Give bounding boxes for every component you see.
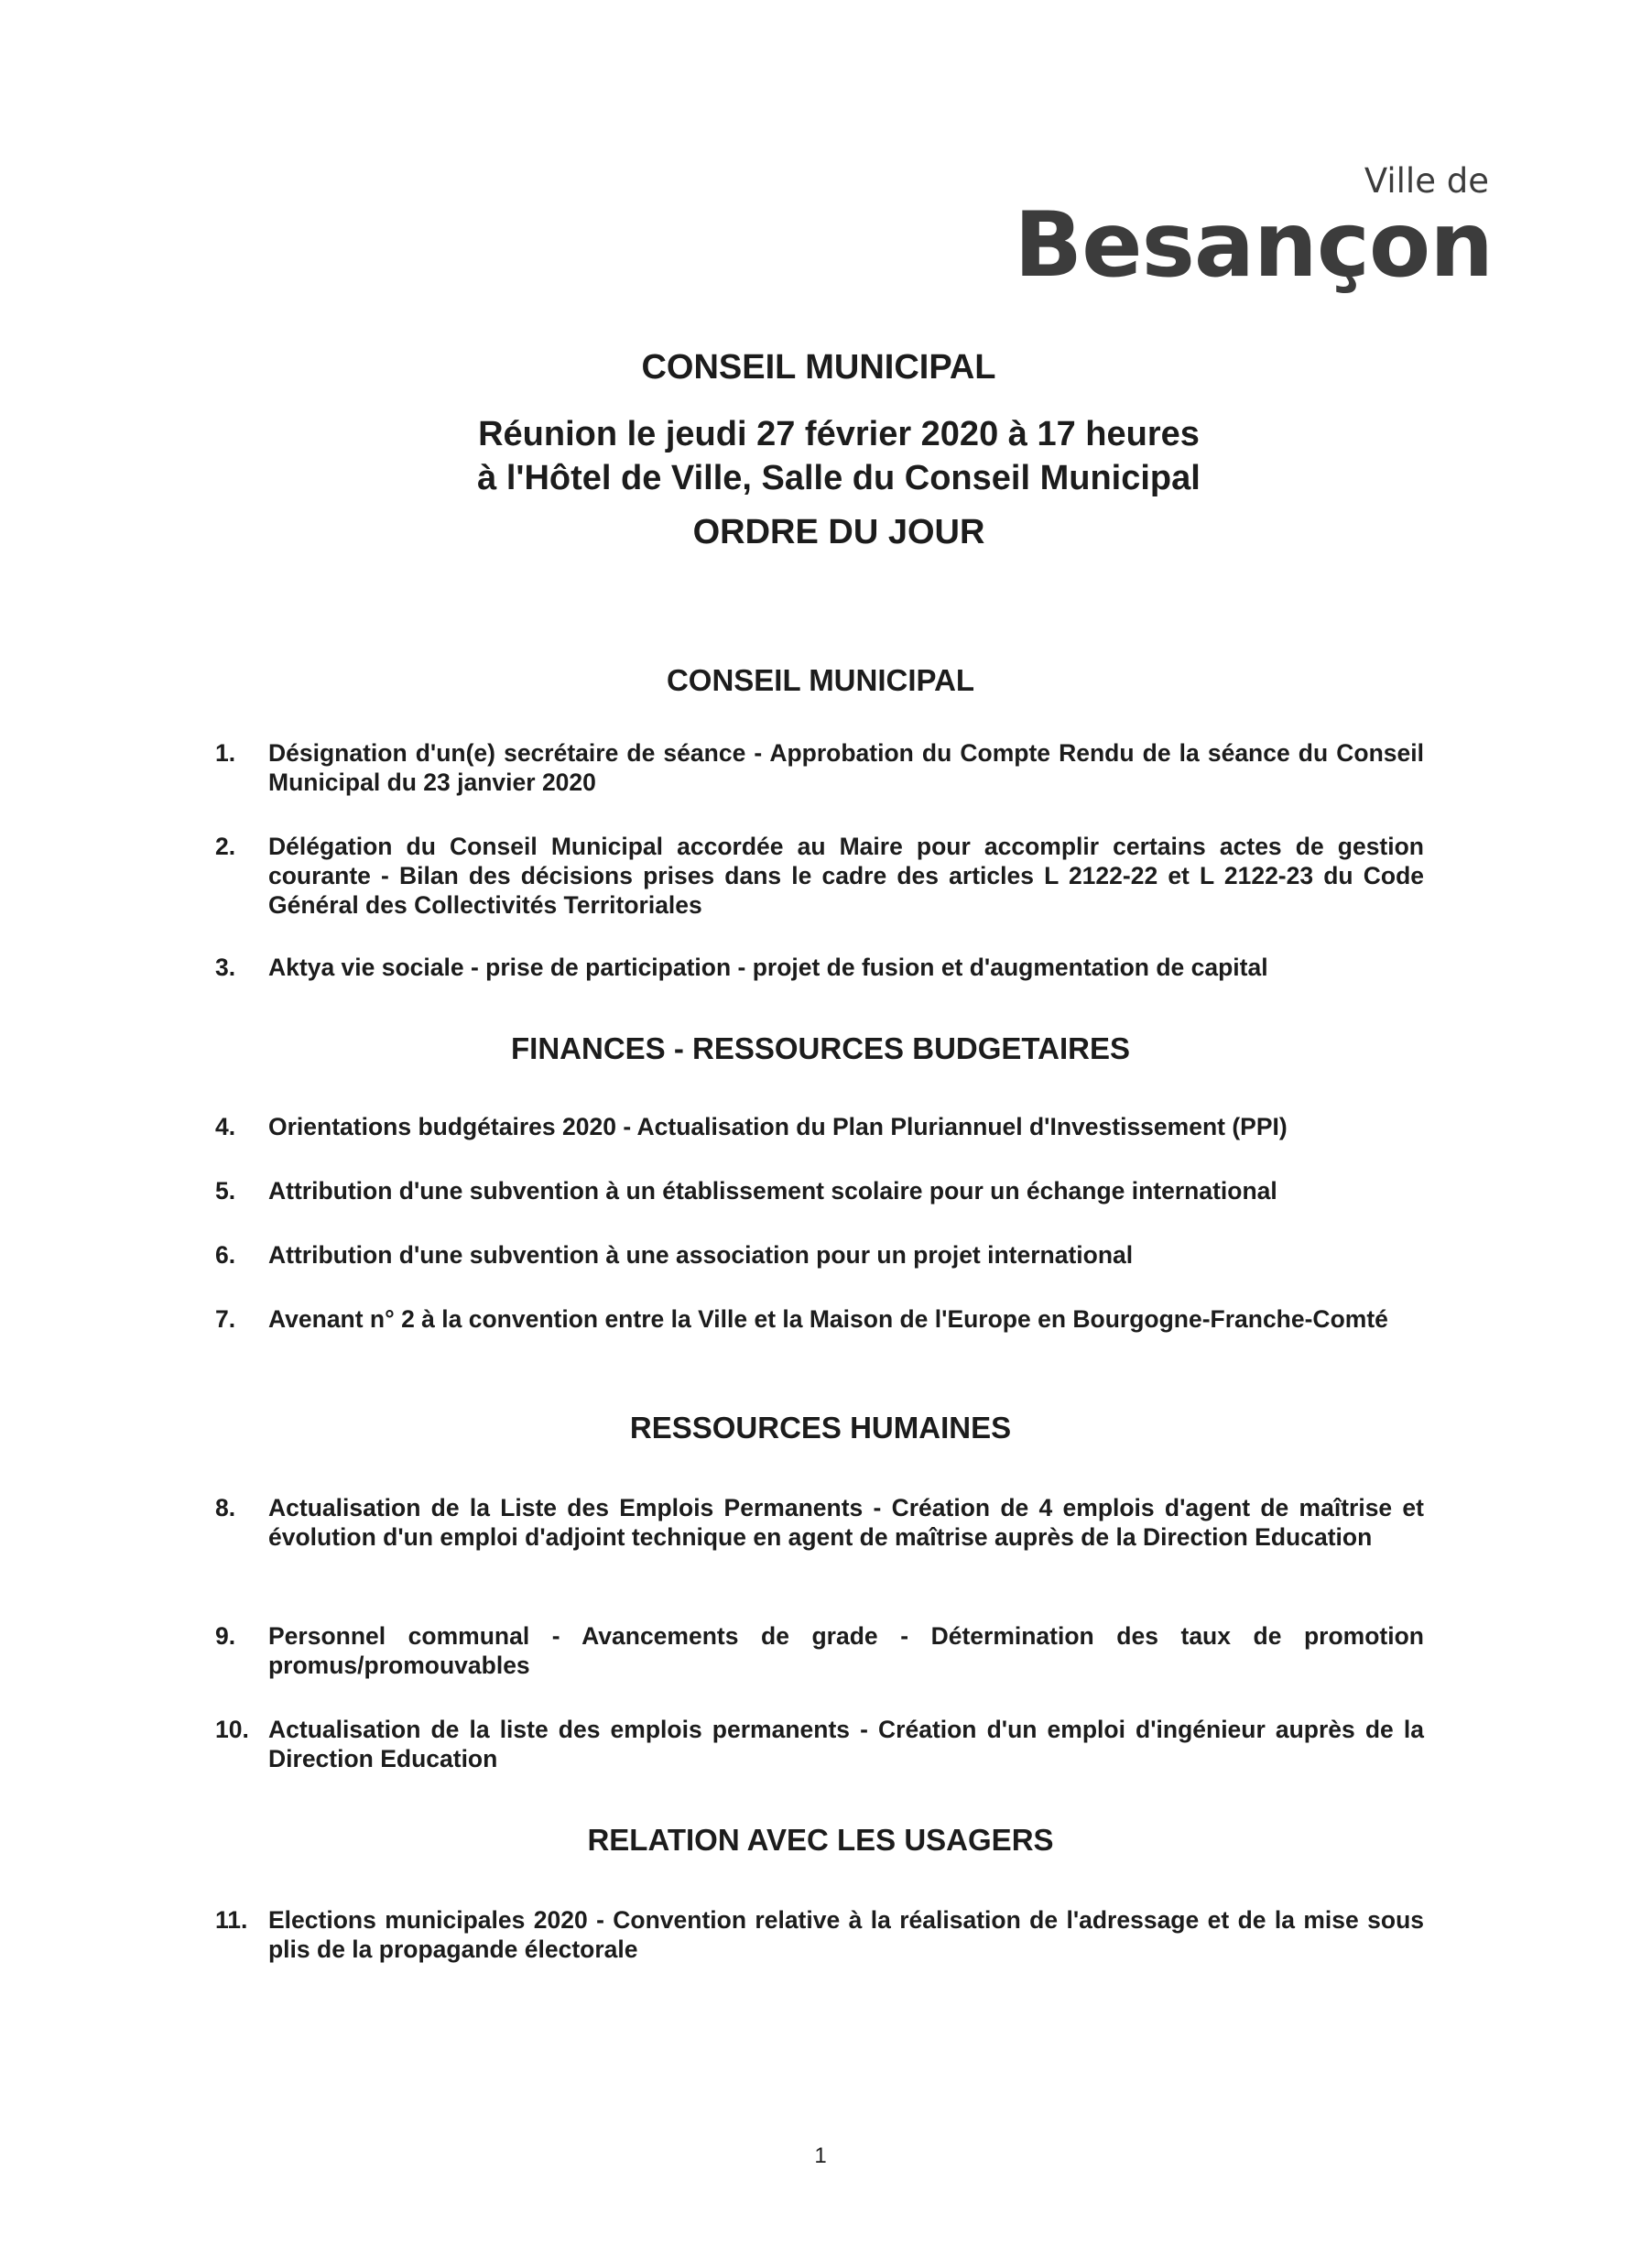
meeting-info [18, 412, 1641, 500]
agenda-item [215, 1715, 1424, 1773]
logo-ville-de: Ville de [1364, 161, 1489, 201]
agenda-item [215, 832, 1424, 920]
item-text: Personnel communal - Avancements de grade - Détermination des taux de promotion promus/promouvables [268, 1622, 1424, 1679]
item-number: 8. [215, 1494, 236, 1521]
section-title-usagers: RELATION AVEC LES USAGERS [587, 1823, 1054, 1857]
section-title-conseil: CONSEIL MUNICIPAL [666, 663, 975, 697]
city-logo [1014, 161, 1493, 298]
document-title: CONSEIL MUNICIPAL [641, 348, 996, 387]
meeting-place-line: à l'Hôtel de Ville, Salle du Conseil Municipal [477, 459, 1201, 497]
item-text: Désignation d'un(e) secrétaire de séance - Approbation du Compte Rendu de la séance du Conseil Municipal du 23 janvier 2020 [268, 739, 1424, 796]
item-number: 6. [215, 1241, 236, 1269]
item-number: 10. [215, 1716, 249, 1743]
agenda-item [215, 1240, 1424, 1270]
agenda-item [215, 1176, 1424, 1205]
item-text: Attribution d'une subvention à un établissement scolaire pour un échange international [268, 1177, 1277, 1205]
logo-besancon: Besançon [1014, 193, 1493, 298]
item-text: Aktya vie sociale - prise de participation - projet de fusion et d'augmentation de capital [268, 954, 1268, 981]
item-number: 3. [215, 954, 236, 981]
item-number: 2. [215, 833, 236, 860]
item-number: 5. [215, 1177, 236, 1205]
item-number: 4. [215, 1113, 236, 1140]
item-text: Elections municipales 2020 - Convention relative à la réalisation de l'adressage et de la mise sous plis de la propagande électorale [268, 1906, 1424, 1963]
agenda-item [215, 1905, 1424, 1964]
agenda-item [215, 738, 1424, 797]
item-text: Orientations budgétaires 2020 - Actualisation du Plan Pluriannuel d'Investissement (PPI) [268, 1113, 1288, 1140]
item-number: 7. [215, 1305, 236, 1333]
page-number: 1 [814, 2143, 827, 2168]
item-number: 9. [215, 1622, 236, 1650]
item-text: Avenant n° 2 à la convention entre la Ville et la Maison de l'Europe en Bourgogne-Franche-Comté [268, 1305, 1388, 1333]
item-text: Actualisation de la Liste des Emplois Permanents - Création de 4 emplois d'agent de maîtrise et évolution d'un emploi d'adjoint technique en agent de maîtrise auprès de la Direction Education [268, 1494, 1424, 1551]
agenda-item [215, 1112, 1424, 1141]
section-title-finances: FINANCES - RESSOURCES BUDGETAIRES [511, 1031, 1130, 1065]
agenda-item [215, 1621, 1424, 1680]
meeting-date-line: Réunion le jeudi 27 février 2020 à 17 heures [478, 415, 1200, 453]
agenda-heading: ORDRE DU JOUR [692, 513, 985, 551]
section-title-rh: RESSOURCES HUMAINES [629, 1411, 1012, 1445]
agenda-item [215, 1304, 1424, 1334]
item-number: 1. [215, 739, 236, 767]
item-number: 11. [215, 1906, 248, 1934]
item-text: Attribution d'une subvention à une association pour un projet international [268, 1241, 1134, 1269]
agenda-item [215, 1493, 1424, 1552]
agenda-item [215, 953, 1424, 982]
item-text: Actualisation de la liste des emplois permanents - Création d'un emploi d'ingénieur auprès de la Direction Education [268, 1716, 1424, 1772]
item-text: Délégation du Conseil Municipal accordée au Maire pour accomplir certains actes de gestion courante - Bilan des décisions prises dans le cadre des articles L 2122-22 et L 2122-23 du Code Général des Collectivités Territoriales [268, 833, 1424, 919]
